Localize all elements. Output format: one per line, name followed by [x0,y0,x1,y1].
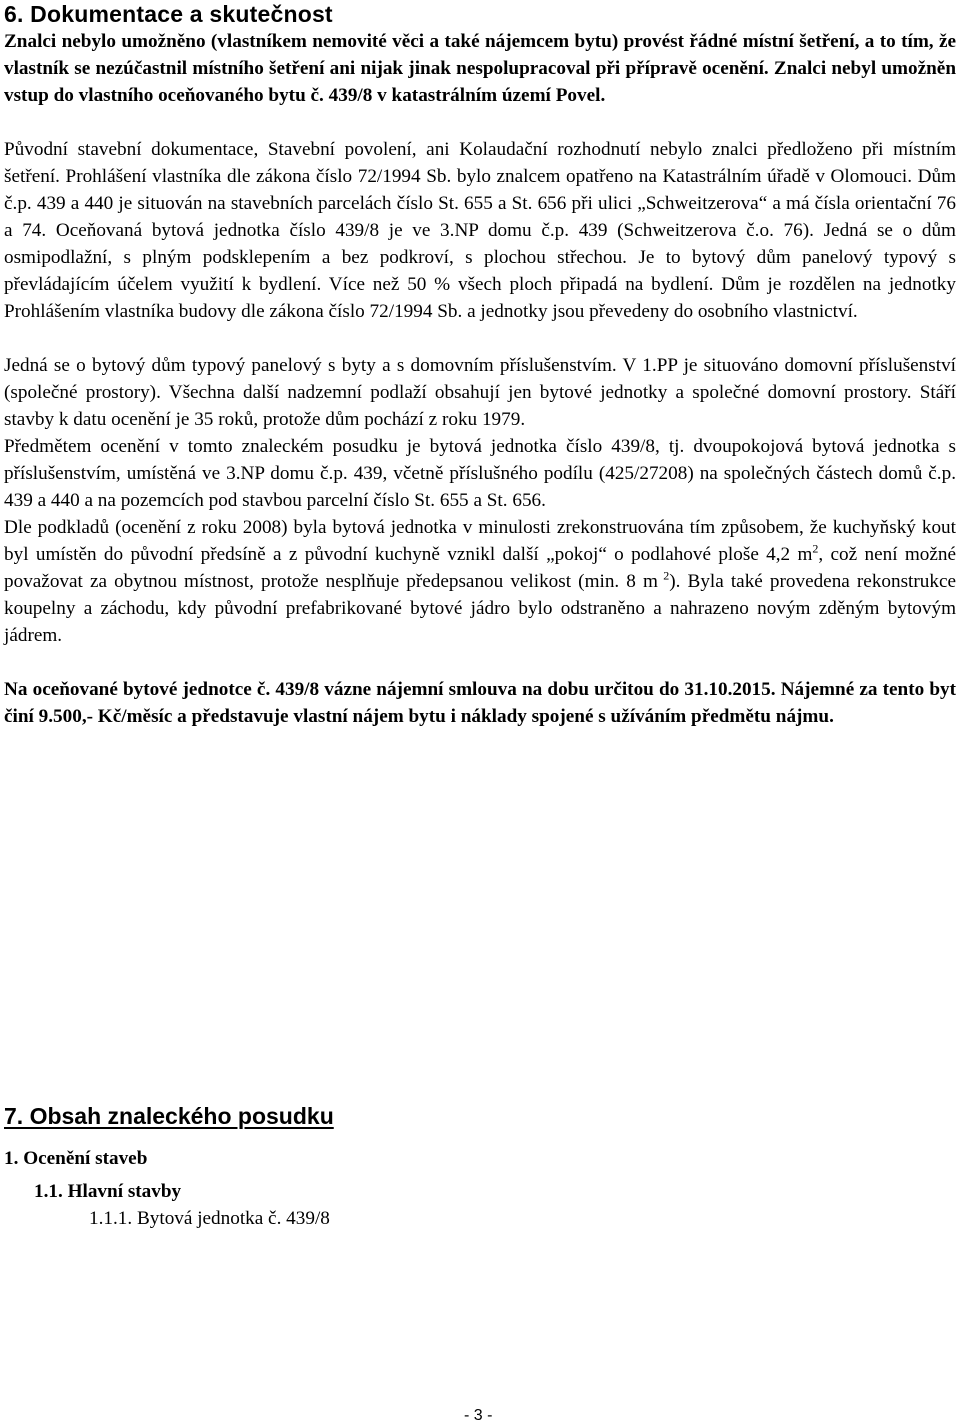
spacer [4,649,956,676]
paragraph-house-description: Jedná se o bytový dům typový panelový s byty a s domovním příslušenstvím. V 1.PP je situováno domovní příslušenství (společné prostory). Všechna další nadzemní podlaží obsahují jen bytové jednotky a společné domovní prostory. Stáří stavby k datu ocenění je 35 roků, protože dům pochází z roku 1979. [4,355,956,430]
reconstruction-text-a: Dle podkladů (ocenění z roku 2008) byla bytová jednotka v minulosti zrekonstruována tím způsobem, že kuchyňský kout byl umístěn do původní předsíně a z původní kuchyně vznikl další „pokoj“ o podlahové ploše 4,2 m [4,517,956,565]
page-number: - 3 - [464,1407,493,1424]
section-7-heading: 7. Obsah znaleckého posudku [4,1103,334,1129]
paragraph-reconstruction [4,514,956,649]
toc-item-main-buildings: 1.1. Hlavní stavby [34,1181,182,1202]
document-page [4,0,956,730]
paragraph-valuation-subject: Předmětem ocenění v tomto znaleckém posudku je bytová jednotka číslo 439/8, tj. dvoupokojová bytová jednotka s příslušenstvím, umístěná ve 3.NP domu č.p. 439, včetně příslušného podílu (425/27208) na společných částech domů č.p. 439 a 440 a na pozemcích pod stavbou parcelní číslo St. 655 a St. 656. [4,436,956,511]
reconstruction-text-c: ). Byla také provedena rekonstrukce koupelny a záchodu, kdy původní prefabrikované bytové jádro bylo odstraněno a nahrazeno novým zděným bytovým jádrem. [4,571,957,646]
spacer [4,109,956,136]
paragraph-lease-contract: Na oceňované bytové jednotce č. 439/8 vázne nájemní smlouva na dobu určitou do 31.10.2015. Nájemné za tento byt činí 9.500,- Kč/měsíc a představuje vlastní nájem bytu i náklady spojené s užíváním předmětu nájmu. [4,679,956,727]
toc-item-building-valuation: 1. Ocenění staveb [4,1148,148,1169]
section-6-heading: 6. Dokumentace a skutečnost [4,1,333,27]
superscript-squared: 2 [657,568,670,583]
toc-item-apartment-unit: 1.1.1. Bytová jednotka č. 439/8 [89,1208,330,1229]
reconstruction-text-b: , což není možné považovat za obytnou místnost, protože nesplňuje předepsanou velikost (min. 8 m [4,544,956,592]
paragraph-inspection-refused: Znalci nebylo umožněno (vlastníkem nemovité věci a také nájemcem bytu) provést řádné místní šetření, a to tím, že vlastník se nezúčastnil místního šetření ani nijak jinak nespolupracoval při přípravě ocenění. Znalci nebyl umožněn vstup do vlastního oceňovaného bytu č. 439/8 v katastrálním území Povel. [4,31,956,106]
spacer [4,325,956,352]
superscript-squared: 2 [812,541,819,556]
paragraph-documentation: Původní stavební dokumentace, Stavební povolení, ani Kolaudační rozhodnutí nebylo znalci předloženo při místním šetření. Prohlášení vlastníka dle zákona číslo 72/1994 Sb. bylo znalcem opatřeno na Katastrálním úřadě v Olomouci. Dům č.p. 439 a 440 je situován na stavebních parcelách číslo St. 655 a St. 656 při ulici „Schweitzerova“ a má čísla orientační 76 a 74. Oceňovaná bytová jednotka číslo 439/8 je ve 3.NP domu č.p. 439 (Schweitzerova č.o. 76). Jedná se o dům osmipodlažní, s plným podsklepením a bez podkroví, s plochou střechou. Je to bytový dům panelový typový s převládajícím účelem využití k bydlení. Více než 50 % všech ploch připadá na bydlení. Dům je rozdělen na jednotky Prohlášením vlastníka budovy dle zákona číslo 72/1994 Sb. a jednotky jsou převedeny do osobního vlastnictví. [4,139,956,322]
